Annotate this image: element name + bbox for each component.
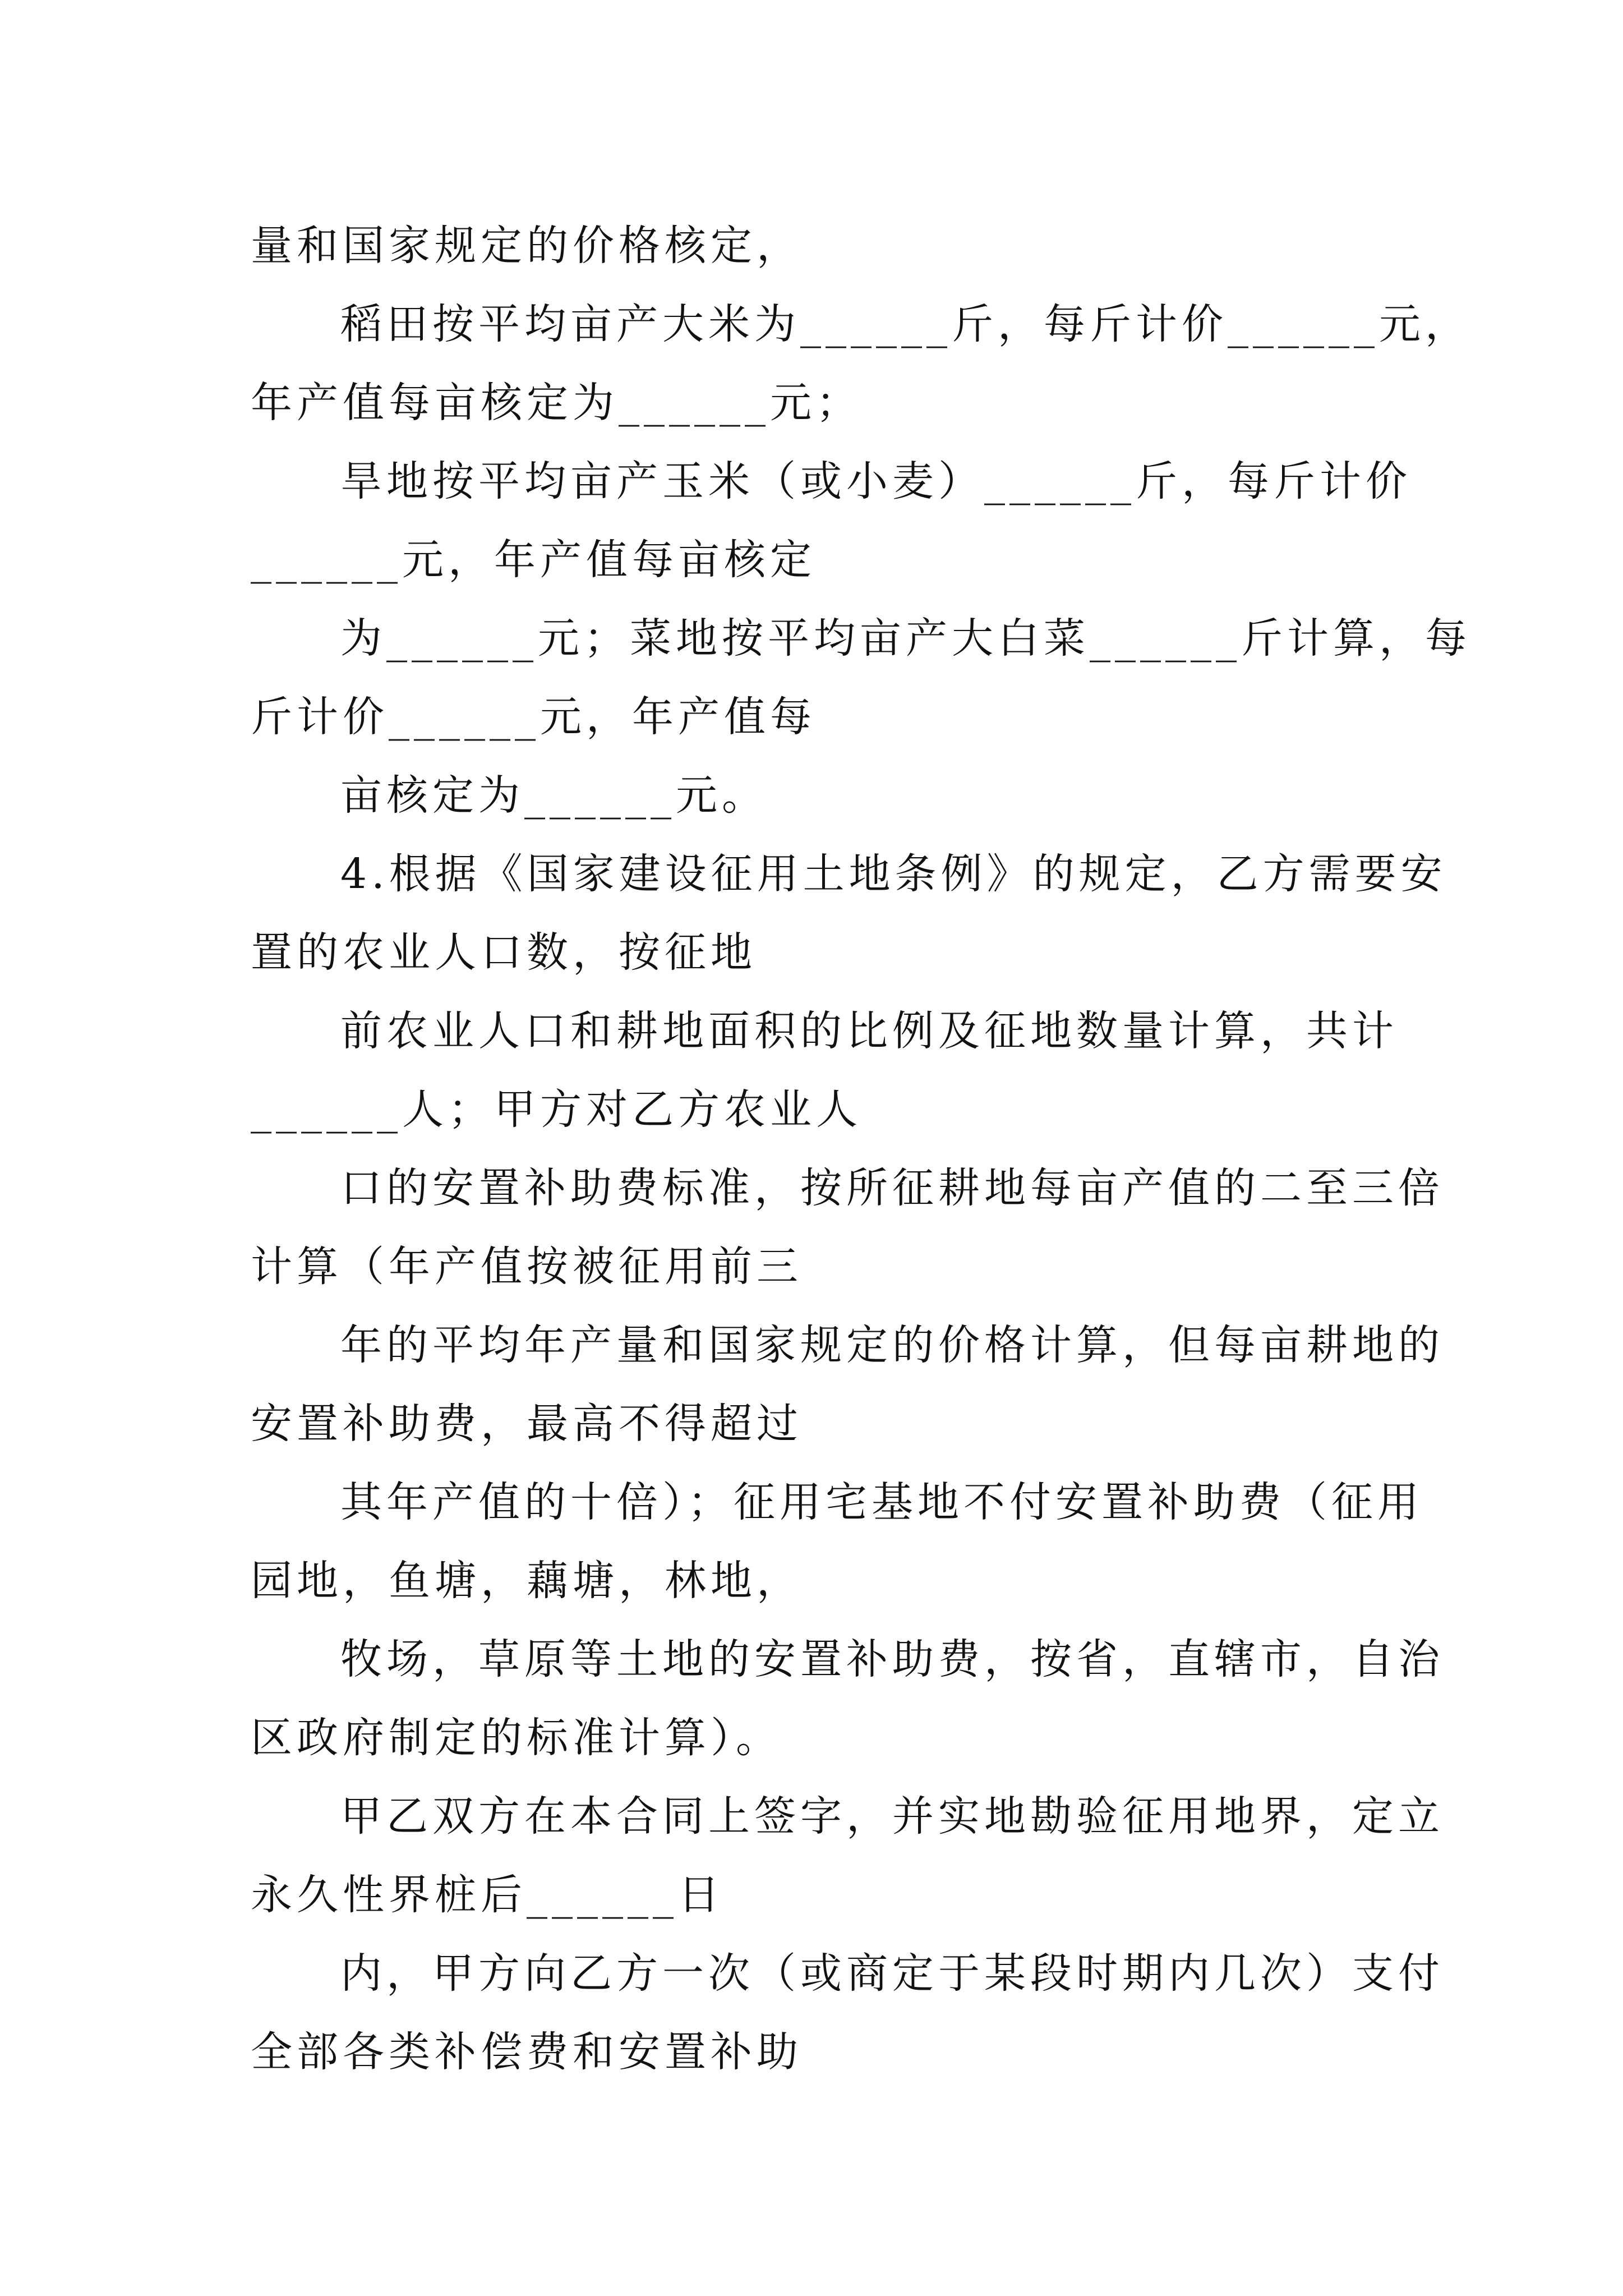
text-line: 年产值每亩核定为______元； xyxy=(251,379,862,427)
text-line: 计算（年产值按被征用前三 xyxy=(251,1243,803,1291)
text-line: 斤计价______元，年产值每 xyxy=(251,693,816,741)
text-line: 前农业人口和耕地面积的比例及征地数量计算，共计 xyxy=(340,1007,1398,1055)
text-line: 稻田按平均亩产大米为______斤，每斤计价______元， xyxy=(340,300,1471,348)
text-line: 牧场，草原等土地的安置补助费，按省，直辖市，自治 xyxy=(340,1635,1444,1683)
text-line: 全部各类补偿费和安置补助 xyxy=(251,2028,803,2076)
text-line: 旱地按平均亩产玉米（或小麦）______斤，每斤计价 xyxy=(340,457,1412,505)
text-line: 甲乙双方在本合同上签字，并实地勘验征用地界，定立 xyxy=(340,1792,1444,1841)
text-line: 年的平均年产量和国家规定的价格计算，但每亩耕地的 xyxy=(340,1321,1444,1369)
text-line: 区政府制定的标准计算）。 xyxy=(251,1714,782,1762)
text-line: ______元，年产值每亩核定 xyxy=(251,536,816,584)
text-line: 4.根据《国家建设征用土地条例》的规定，乙方需要安 xyxy=(340,850,1447,898)
text-line: 园地，鱼塘，藕塘，林地， xyxy=(251,1557,803,1605)
text-line: 口的安置补助费标准，按所征耕地每亩产值的二至三倍 xyxy=(340,1164,1444,1212)
text-line: 安置补助费，最高不得超过 xyxy=(251,1400,803,1448)
text-line: 亩核定为______元。 xyxy=(340,771,768,820)
document-body xyxy=(251,206,1471,2091)
text-line: 内，甲方向乙方一次（或商定于某段时期内几次）支付 xyxy=(340,1949,1444,1998)
text-line: ______人；甲方对乙方农业人 xyxy=(251,1085,862,1134)
text-line: 量和国家规定的价格核定， xyxy=(251,222,803,270)
text-line: 永久性界桩后______日 xyxy=(251,1871,724,1919)
text-line: 置的农业人口数，按征地 xyxy=(251,928,757,977)
text-line: 其年产值的十倍）；征用宅基地不付安置补助费（征用 xyxy=(340,1478,1423,1526)
text-line: 为______元；菜地按平均亩产大白菜______斤计算，每 xyxy=(340,614,1471,662)
